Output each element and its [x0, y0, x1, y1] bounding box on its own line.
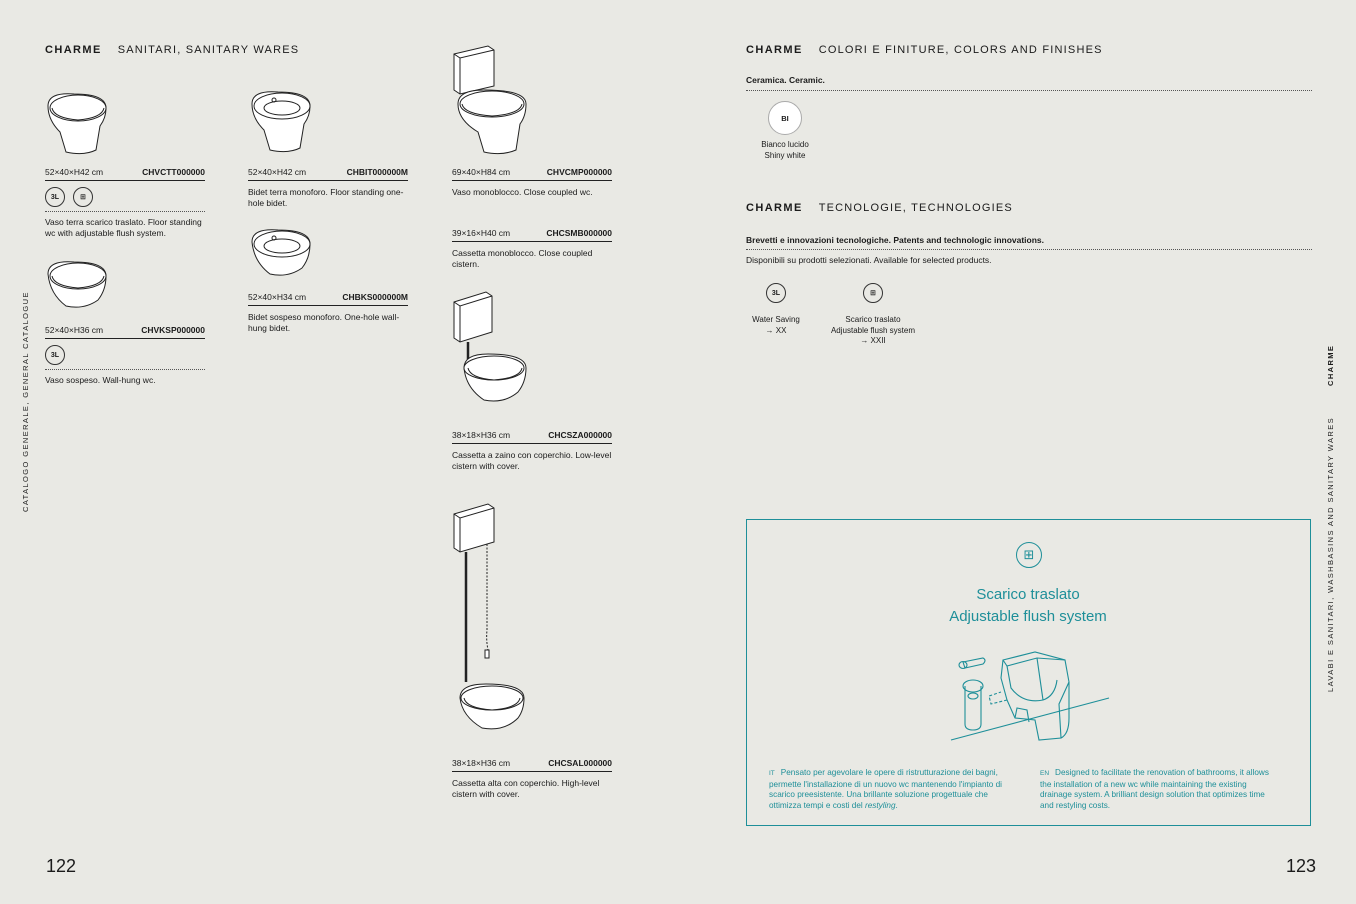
swatch-label-it: Bianco lucido — [761, 140, 809, 149]
colors-header — [746, 44, 1103, 56]
section-title: SANITARI, SANITARY WARES — [117, 44, 300, 56]
product-code: CHVKSP000000 — [141, 325, 205, 335]
colors-subtitle — [746, 75, 1312, 89]
swatch-label-en: Shiny white — [764, 150, 806, 160]
side-label-section: LAVABI E SANITARI, WASHBASINS AND SANITARY WARES — [1326, 416, 1335, 692]
color-swatch-white[interactable] — [768, 101, 802, 135]
tech-subtitle: Brevetti e innovazioni tecnologiche. Patents and technologic innovations. — [746, 235, 1045, 245]
divider — [746, 90, 1312, 91]
swatch-code: BI — [781, 113, 789, 123]
product-description: Cassetta monoblocco. Close coupled cistern. — [452, 248, 593, 269]
product-card-floor-wc — [45, 167, 210, 238]
adjustable-flush-icon: ⊞ — [1016, 542, 1042, 568]
feature-title-it: Scarico traslato — [976, 586, 1080, 603]
divider — [45, 369, 205, 370]
product-description: Vaso terra scarico traslato. Floor standing wc with adjustable flush system. — [45, 217, 202, 238]
tech-item-ref: → XXII — [860, 336, 886, 345]
product-image-wall-hung-wc — [44, 256, 112, 318]
section-title: TECNOLOGIE, TECHNOLOGIES — [818, 202, 1013, 214]
adjustable-flush-diagram — [943, 648, 1115, 744]
adjustable-flush-feature-box — [746, 519, 1311, 826]
page-number-right: 123 — [1286, 856, 1317, 876]
spec-row — [452, 430, 612, 444]
product-description: Vaso sospeso. Wall-hung wc. — [45, 375, 156, 385]
feature-title — [747, 584, 1309, 628]
spec-row — [248, 167, 408, 181]
water-saving-icon: 3L — [45, 345, 65, 365]
product-code: CHBIT000000M — [346, 167, 408, 177]
product-card-close-coupled-cistern — [452, 228, 612, 269]
spec-row — [45, 167, 205, 181]
dimensions: 52×40×H42 cm — [248, 167, 307, 177]
dimensions: 38×18×H36 cm — [452, 430, 511, 440]
tech-item-adjustable-flush — [818, 315, 928, 347]
tech-item-label-it: Scarico traslato — [845, 315, 901, 324]
product-code: CHVCTT000000 — [142, 167, 205, 177]
feature-text-it-end: . — [895, 800, 898, 810]
spec-row — [45, 325, 205, 339]
subtitle-text: Ceramica. Ceramic. — [746, 75, 825, 85]
product-code: CHCSAL000000 — [548, 758, 612, 768]
spec-row — [452, 758, 612, 772]
feature-text-it-emphasis: restyling — [865, 800, 896, 810]
feature-text-en — [1040, 768, 1280, 811]
tech-note: Disponibili su prodotti selezionati. Available for selected products. — [746, 255, 992, 265]
tech-item-label: Water Saving — [752, 315, 800, 324]
spec-row — [452, 167, 612, 181]
product-description: Vaso monoblocco. Close coupled wc. — [452, 187, 593, 197]
feature-icons — [45, 187, 210, 207]
tech-header — [746, 202, 1013, 214]
language-tag-it: IT — [769, 770, 775, 777]
feature-text-it — [769, 768, 1015, 811]
product-card-wall-hung-wc — [45, 325, 210, 386]
product-card-low-level-cistern — [452, 430, 612, 471]
product-image-low-level-cistern — [450, 288, 530, 424]
spec-row — [248, 292, 408, 306]
product-code: CHBKS000000M — [342, 292, 408, 302]
divider — [746, 249, 1312, 250]
product-code: CHCSMB000000 — [546, 228, 612, 238]
product-image-close-coupled-wc — [450, 42, 530, 160]
tech-item-water-saving — [740, 315, 812, 336]
feature-icons — [45, 345, 210, 365]
product-description: Cassetta alta con coperchio. High-level cistern with cover. — [452, 778, 600, 799]
side-label-catalogue: CATALOGO GENERALE, GENERAL CATALOGUE — [21, 291, 30, 512]
tech-item-label-en: Adjustable flush system — [830, 325, 916, 335]
adjustable-flush-icon: ⊞ — [863, 283, 883, 303]
dimensions: 52×40×H42 cm — [45, 167, 104, 177]
dimensions: 38×18×H36 cm — [452, 758, 511, 768]
product-card-high-level-cistern — [452, 758, 612, 799]
left-page-header — [45, 44, 299, 56]
product-card-wall-hung-bidet — [248, 292, 408, 333]
product-description: Cassetta a zaino con coperchio. Low-level cistern with cover. — [452, 450, 612, 471]
product-card-close-coupled-wc — [452, 167, 612, 198]
product-code: CHCSZA000000 — [548, 430, 612, 440]
feature-title-en: Adjustable flush system — [949, 608, 1107, 625]
spec-row — [452, 228, 612, 242]
divider — [45, 211, 205, 212]
product-description: Bidet sospeso monoforo. One-hole wall-hung bidet. — [248, 312, 400, 333]
product-description: Bidet terra monoforo. Floor standing one-hole bidet. — [248, 187, 404, 208]
side-label-brand: CHARME — [1326, 344, 1335, 386]
feature-text-en-body: Designed to facilitate the renovation of bathrooms, it allows the installation of a new wc while maintaining the existing drainage system. A brilliant design solution that optimizes time and restyling costs. — [1040, 768, 1269, 810]
product-card-floor-bidet — [248, 167, 408, 208]
swatch-label — [745, 140, 825, 161]
tech-item-ref: → XX — [765, 325, 787, 335]
language-tag-en: EN — [1040, 770, 1050, 777]
page-number-left: 122 — [46, 856, 77, 876]
dimensions: 39×16×H40 cm — [452, 228, 511, 238]
product-code: CHVCMP000000 — [546, 167, 612, 177]
product-image-floor-bidet — [248, 86, 314, 158]
water-saving-icon: 3L — [766, 283, 786, 303]
product-image-high-level-cistern — [450, 500, 530, 750]
dimensions: 69×40×H84 cm — [452, 167, 511, 177]
brand-name: CHARME — [746, 202, 803, 214]
product-image-wall-hung-bidet — [248, 224, 314, 286]
adjustable-flush-icon: ⊞ — [73, 187, 93, 207]
dimensions: 52×40×H34 cm — [248, 292, 307, 302]
brand-name: CHARME — [746, 44, 803, 56]
feature-text-it-body: Pensato per agevolare le opere di ristrutturazione dei bagni, permette l'installazione di un nuovo wc mantenendo l'impianto di scarico preesistente. Una brillante soluzione progettuale che ottimizza tempi e costi del — [769, 768, 1002, 810]
section-title: COLORI E FINITURE, COLORS AND FINISHES — [818, 44, 1103, 56]
brand-name: CHARME — [45, 44, 102, 56]
water-saving-icon: 3L — [45, 187, 65, 207]
dimensions: 52×40×H36 cm — [45, 325, 104, 335]
product-image-floor-wc — [44, 88, 112, 160]
